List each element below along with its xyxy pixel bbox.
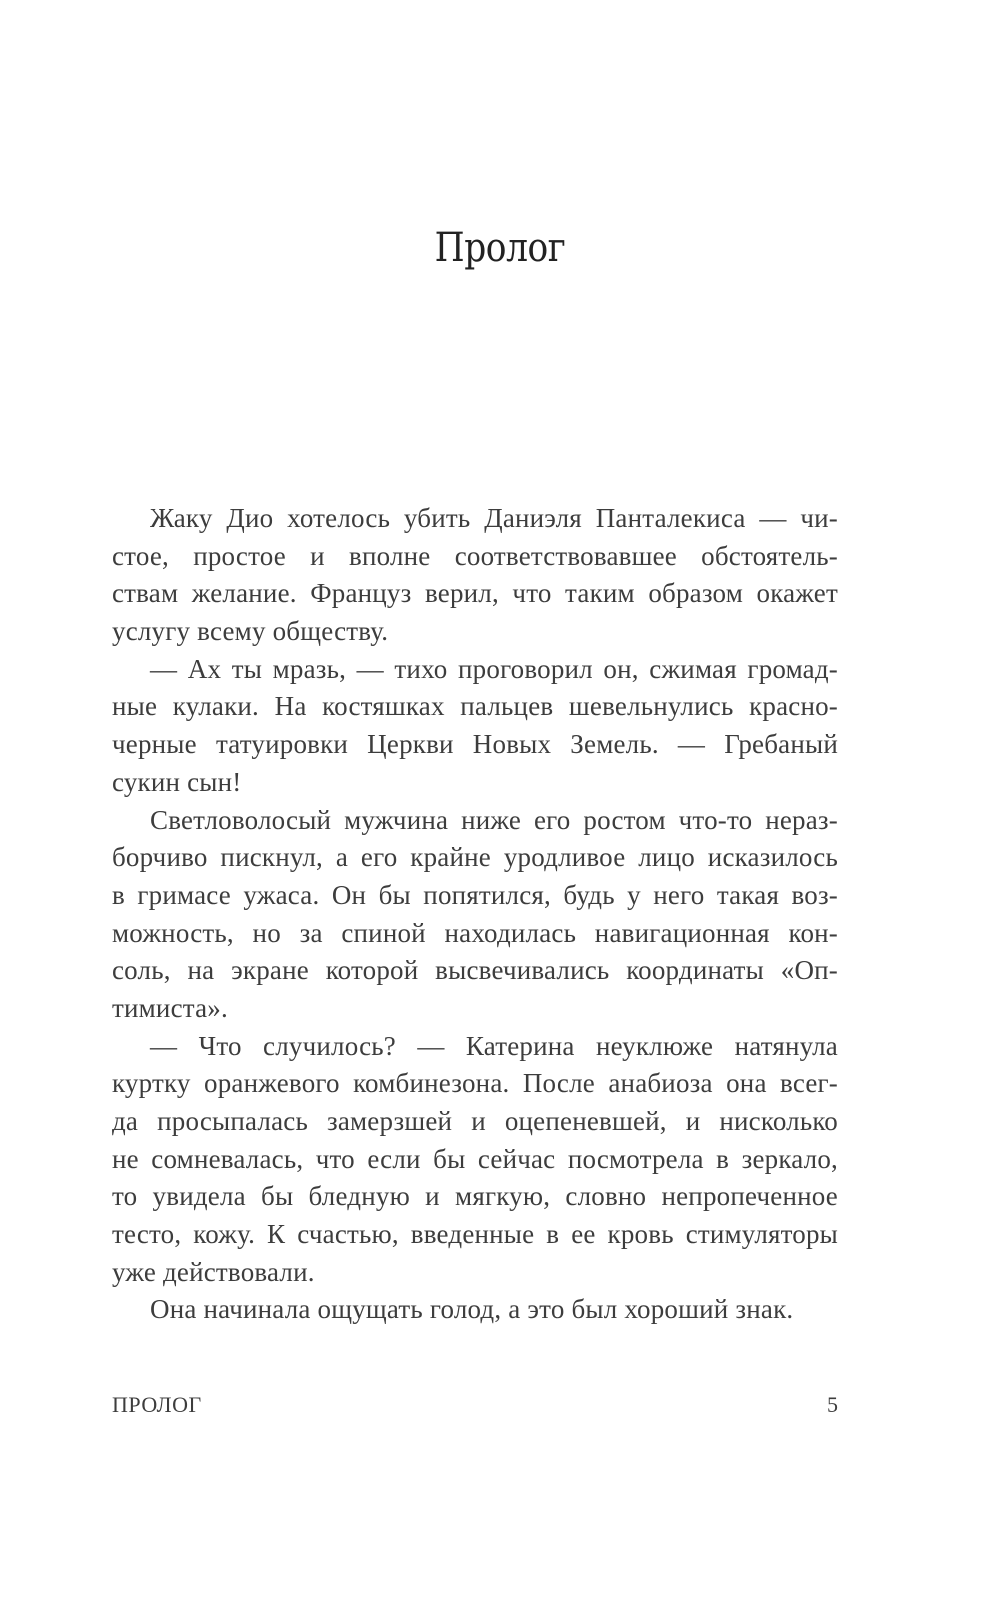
text-line: Она начинала ощущать голод, а это был хороший знак.: [150, 1294, 794, 1325]
text-line: черные татуировки Церкви Новых Земель. — Гребаный: [112, 729, 838, 760]
paragraph-5: [112, 1291, 838, 1329]
text-line: тесто, кожу. К счастью, введенные в ее кровь стимуляторы: [112, 1219, 838, 1250]
page-number: 5: [827, 1392, 838, 1417]
paragraph-3: [112, 802, 838, 1028]
body-text: [112, 500, 838, 1329]
text-line: Светловолосый мужчина ниже его ростом что-то нераз-: [150, 804, 838, 835]
paragraph-1: [112, 500, 838, 651]
text-line: тимиста».: [112, 992, 228, 1023]
text-line: в гримасе ужаса. Он бы попятился, будь у него такая воз-: [112, 879, 838, 910]
text-line: да просыпалась замерзшей и оцепеневшей, и нисколько: [112, 1106, 838, 1136]
text-line: сукин сын!: [112, 766, 242, 797]
paragraph-2: [112, 651, 838, 802]
text-line: услугу всему обществу.: [112, 616, 389, 647]
text-line: стое, простое и вполне соответствовавшее обстоятель-: [112, 540, 838, 571]
text-line: уже действовали.: [112, 1256, 315, 1287]
text-line: — Что случилось? — Катерина неуклюже натянула: [150, 1030, 838, 1061]
paragraph-4: [112, 1028, 838, 1292]
text-line: соль, на экране которой высвечивались координаты «Оп-: [112, 955, 838, 986]
running-footer: [112, 1392, 838, 1422]
text-line: Жаку Дио хотелось убить Даниэля Панталекиса — чи-: [150, 503, 838, 533]
text-line: — Ах ты мразь, — тихо проговорил он, сжимая громад-: [150, 653, 838, 684]
text-line: куртку оранжевого комбинезона. После анабиоза она всег-: [112, 1068, 838, 1099]
chapter-title: Пролог: [434, 225, 566, 271]
text-line: можность, но за спиной находилась навигационная кон-: [112, 917, 838, 948]
text-line: не сомневалась, что если бы сейчас посмотрела в зеркало,: [112, 1143, 838, 1174]
running-title: ПРОЛОГ: [112, 1392, 202, 1417]
text-line: то увидела бы бледную и мягкую, словно непропеченное: [112, 1181, 838, 1212]
text-line: ствам желание. Француз верил, что таким образом окажет: [112, 578, 838, 609]
text-line: борчиво пискнул, а его крайне уродливое лицо исказилось: [112, 842, 838, 873]
text-line: ные кулаки. На костяшках пальцев шевельнулись красно-: [112, 691, 838, 722]
